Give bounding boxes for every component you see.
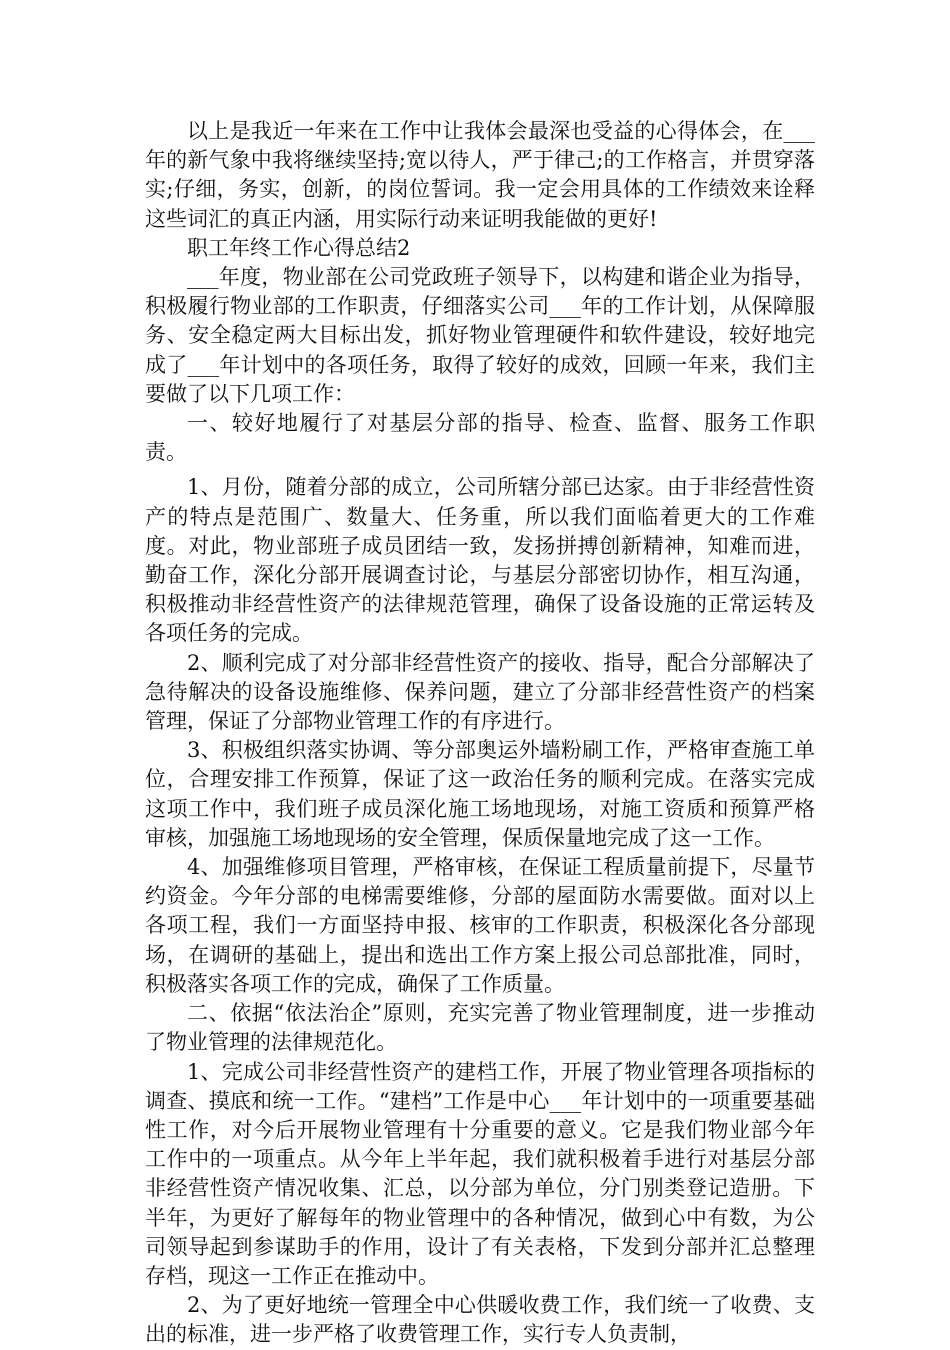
paragraph: 2、顺利完成了对分部非经营性资产的接收、指导，配合分部解决了急待解决的设备设施维修、保养问题，建立了分部非经营性资产的档案管理，保证了分部物业管理工作的有序进行。 xyxy=(145,650,815,734)
paragraph: 3、积极组织落实协调、等分部奥运外墙粉刷工作，严格审查施工单位，合理安排工作预算，保证了这一政治任务的顺利完成。在落实完成这项工作中，我们班子成员深化施工场地现场，对施工资质和预算严格审核，加强施工场地现场的安全管理，保质保量地完成了这一工作。 xyxy=(145,738,815,850)
paragraph: 1、月份，随着分部的成立，公司所辖分部已达家。由于非经营性资产的特点是范围广、数量大、任务重，所以我们面临着更大的工作难度。对此，物业部班子成员团结一致，发扬拼搏创新精神，知难而进，勤奋工作，深化分部开展调查讨论，与基层分部密切协作，相互沟通，积极推动非经营性资产的法律规范管理，确保了设备设施的正常运转及各项任务的完成。 xyxy=(145,475,815,646)
paragraph: 以上是我近一年来在工作中让我体会最深也受益的心得体会，在___年的新气象中我将继续坚持;宽以待人，严于律己;的工作格言，并贯穿落实;仔细，务实，创新，的岗位誓词。我一定会用具体的工作绩效来诠释这些词汇的真正内涵，用实际行动来证明我能做的更好! xyxy=(145,119,815,231)
paragraph: 1、完成公司非经营性资产的建档工作，开展了物业管理各项指标的调查、摸底和统一工作。“建档”工作是中心___年计划中的一项重要基础性工作，对今后开展物业管理有十分重要的意义。它是我们物业部今年工作中的一项重点。从今年上半年起，我们就积极着手进行对基层分部非经营性资产情况收集、汇总，以分部为单位，分门别类登记造册。下半年，为更好了解每年的物业管理中的各种情况，做到心中有数，为公司领导起到参谋助手的作用，设计了有关表格，下发到分部并汇总整理存档，现这一工作正在推动中。 xyxy=(145,1059,815,1288)
section-title: 职工年终工作心得总结2 xyxy=(187,235,411,260)
paragraph: 4、加强维修项目管理，严格审核，在保证工程质量前提下，尽量节约资金。今年分部的电梯需要维修，分部的屋面防水需要做。面对以上各项工程，我们一方面坚持申报、核审的工作职责，积极深化各分部现场，在调研的基础上，提出和选出工作方案上报公司总部批准，同时，积极落实各项工作的完成，确保了工作质量。 xyxy=(145,855,815,996)
paragraph: 2、为了更好地统一管理全中心供暖收费工作，我们统一了收费、支出的标准，进一步严格了收费管理工作，实行专人负责制， xyxy=(145,1293,815,1347)
paragraph: ___年度，物业部在公司党政班子领导下，以构建和谐企业为指导，积极履行物业部的工作职责，仔细落实公司___年的工作计划，从保障服务、安全稳定两大目标出发，抓好物业管理硬件和软件建设，较好地完成了___年计划中的各项任务，取得了较好的成效，回顾一年来，我们主要做了以下几项工作： xyxy=(145,265,815,406)
document-body xyxy=(145,117,815,1350)
paragraph: 二、依据“依法治企”原则，充实完善了物业管理制度，进一步推动了物业管理的法律规范化。 xyxy=(145,1001,815,1055)
paragraph: 一、较好地履行了对基层分部的指导、检查、监督、服务工作职责。 xyxy=(145,411,815,465)
